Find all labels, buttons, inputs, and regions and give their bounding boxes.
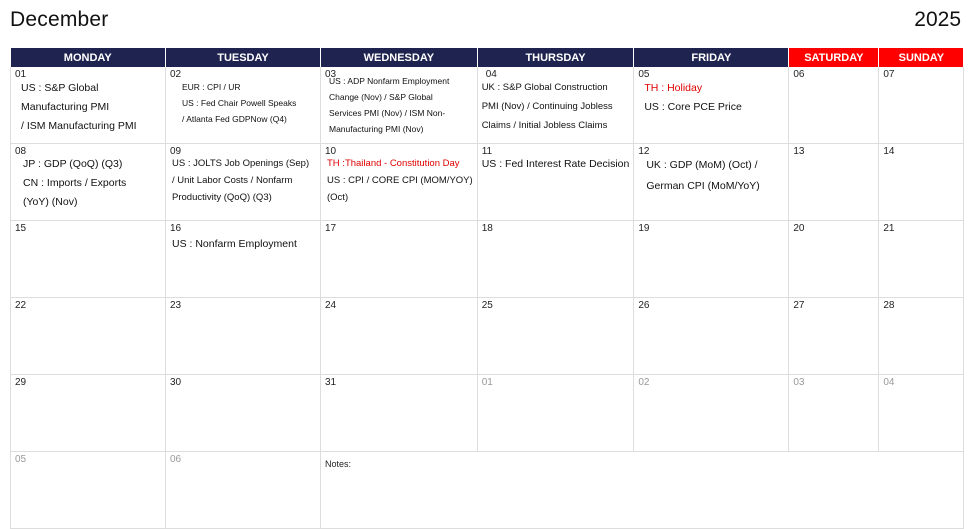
day-number: 01 xyxy=(481,377,493,388)
day-cell-09[interactable] xyxy=(166,144,321,221)
holiday-text: TH :Thailand - Constitution Day xyxy=(327,158,460,169)
day-cell-05[interactable] xyxy=(634,67,789,144)
event-text: Manufacturing PMI (Nov) xyxy=(329,124,424,134)
event-text: (Oct) xyxy=(327,192,349,203)
day-number: 24 xyxy=(325,300,337,311)
week-row xyxy=(11,67,964,144)
day-number: 09 xyxy=(170,146,182,157)
day-number: 06 xyxy=(170,454,182,465)
day-number: 04 xyxy=(883,377,895,388)
day-number: 05 xyxy=(638,69,650,80)
day-number: 10 xyxy=(325,146,337,157)
event-text: / Unit Labor Costs / Nonfarm xyxy=(172,175,293,186)
weekday-header-row xyxy=(11,48,964,67)
day-cell-04[interactable] xyxy=(477,67,634,144)
event-text: UK : GDP (MoM) (Oct) / xyxy=(646,159,758,171)
event-text: US : Core PCE Price xyxy=(644,101,742,113)
day-number: 21 xyxy=(883,223,895,234)
day-cell-26[interactable] xyxy=(634,298,789,375)
event-text: / Atlanta Fed GDPNow (Q4) xyxy=(182,114,287,124)
week-row xyxy=(11,221,964,298)
event-text: EUR : CPI / UR xyxy=(182,82,241,92)
day-cell-18[interactable] xyxy=(477,221,634,298)
day-number: 30 xyxy=(170,377,182,388)
day-cell-16[interactable] xyxy=(166,221,321,298)
weekday-friday: FRIDAY xyxy=(634,48,789,67)
day-cell-02[interactable] xyxy=(166,67,321,144)
event-text: US : ADP Nonfarm Employment xyxy=(329,76,450,86)
day-cell-29[interactable] xyxy=(11,375,166,452)
day-number: 03 xyxy=(793,377,805,388)
event-text: Services PMI (Nov) / ISM Non- xyxy=(329,108,446,118)
next-month-cell-04[interactable] xyxy=(879,375,964,452)
event-text: UK : S&P Global Construction xyxy=(481,82,608,93)
event-text: Change (Nov) / S&P Global xyxy=(329,92,433,102)
day-number: 19 xyxy=(638,223,650,234)
day-cell-28[interactable] xyxy=(879,298,964,375)
day-number: 20 xyxy=(793,223,805,234)
week-row xyxy=(11,452,964,529)
calendar-grid xyxy=(10,48,964,529)
day-cell-20[interactable] xyxy=(789,221,879,298)
day-number: 25 xyxy=(481,300,493,311)
day-cell-25[interactable] xyxy=(477,298,634,375)
day-number: 01 xyxy=(15,69,27,80)
month-title: December xyxy=(10,8,109,31)
day-cell-21[interactable] xyxy=(879,221,964,298)
day-number: 28 xyxy=(883,300,895,311)
next-month-cell-01[interactable] xyxy=(477,375,634,452)
day-number: 27 xyxy=(793,300,805,311)
day-cell-14[interactable] xyxy=(879,144,964,221)
event-text: US : JOLTS Job Openings (Sep) xyxy=(172,158,310,169)
day-number: 08 xyxy=(15,146,27,157)
day-cell-30[interactable] xyxy=(166,375,321,452)
event-text: US : Fed Interest Rate Decision xyxy=(481,158,630,170)
event-text: / ISM Manufacturing PMI xyxy=(21,120,137,132)
day-number: 11 xyxy=(481,146,493,157)
week-row xyxy=(11,375,964,452)
event-text: US : CPI / CORE CPI (MOM/YOY) xyxy=(327,175,473,186)
day-number: 29 xyxy=(15,377,27,388)
day-number: 05 xyxy=(15,454,27,465)
day-cell-10[interactable] xyxy=(321,144,478,221)
notes-label: Notes: xyxy=(325,459,352,469)
day-cell-27[interactable] xyxy=(789,298,879,375)
event-text: German CPI (MoM/YoY) xyxy=(646,180,760,192)
day-number: 26 xyxy=(638,300,650,311)
event-text: US : S&P Global xyxy=(21,82,99,94)
day-cell-15[interactable] xyxy=(11,221,166,298)
holiday-text: TH : Holiday xyxy=(644,82,703,94)
day-cell-13[interactable] xyxy=(789,144,879,221)
day-cell-19[interactable] xyxy=(634,221,789,298)
day-cell-08[interactable] xyxy=(11,144,166,221)
day-number: 03 xyxy=(325,69,337,80)
day-cell-31[interactable] xyxy=(321,375,478,452)
day-number: 12 xyxy=(638,146,650,157)
event-text: Claims / Initial Jobless Claims xyxy=(481,120,608,131)
day-number: 14 xyxy=(883,146,895,157)
day-cell-17[interactable] xyxy=(321,221,478,298)
day-number: 02 xyxy=(638,377,650,388)
event-text: Productivity (QoQ) (Q3) xyxy=(172,192,272,203)
day-cell-03[interactable] xyxy=(321,67,478,144)
notes-area[interactable] xyxy=(321,452,964,529)
day-cell-11[interactable] xyxy=(477,144,634,221)
day-cell-01[interactable] xyxy=(11,67,166,144)
day-cell-22[interactable] xyxy=(11,298,166,375)
week-row xyxy=(11,144,964,221)
weekday-wednesday: WEDNESDAY xyxy=(321,48,478,67)
weekday-monday: MONDAY xyxy=(11,48,166,67)
day-number: 04 xyxy=(485,69,497,80)
next-month-cell-02[interactable] xyxy=(634,375,789,452)
event-text: (YoY) (Nov) xyxy=(23,196,78,208)
day-cell-24[interactable] xyxy=(321,298,478,375)
day-cell-23[interactable] xyxy=(166,298,321,375)
event-text: CN : Imports / Exports xyxy=(23,177,127,189)
event-text: JP : GDP (QoQ) (Q3) xyxy=(23,158,123,170)
day-number: 18 xyxy=(481,223,493,234)
day-cell-06[interactable] xyxy=(789,67,879,144)
weekday-thursday: THURSDAY xyxy=(477,48,634,67)
next-month-cell-06[interactable] xyxy=(166,452,321,529)
year-title: 2025 xyxy=(914,8,961,31)
day-number: 23 xyxy=(170,300,182,311)
day-number: 15 xyxy=(15,223,27,234)
day-number: 02 xyxy=(170,69,182,80)
week-row xyxy=(11,298,964,375)
event-text: PMI (Nov) / Continuing Jobless xyxy=(481,101,613,112)
event-text: US : Nonfarm Employment xyxy=(172,238,297,250)
weekday-saturday: SATURDAY xyxy=(789,48,879,67)
event-text: US : Fed Chair Powell Speaks xyxy=(182,98,297,108)
day-cell-07[interactable] xyxy=(879,67,964,144)
next-month-cell-03[interactable] xyxy=(789,375,879,452)
day-number: 22 xyxy=(15,300,27,311)
next-month-cell-05[interactable] xyxy=(11,452,166,529)
day-number: 17 xyxy=(325,223,337,234)
day-number: 13 xyxy=(793,146,805,157)
weekday-tuesday: TUESDAY xyxy=(166,48,321,67)
weekday-sunday: SUNDAY xyxy=(879,48,964,67)
day-number: 16 xyxy=(170,223,182,234)
day-number: 06 xyxy=(793,69,805,80)
day-number: 31 xyxy=(325,377,337,388)
event-text: Manufacturing PMI xyxy=(21,101,110,113)
day-number: 07 xyxy=(883,69,895,80)
day-cell-12[interactable] xyxy=(634,144,789,221)
